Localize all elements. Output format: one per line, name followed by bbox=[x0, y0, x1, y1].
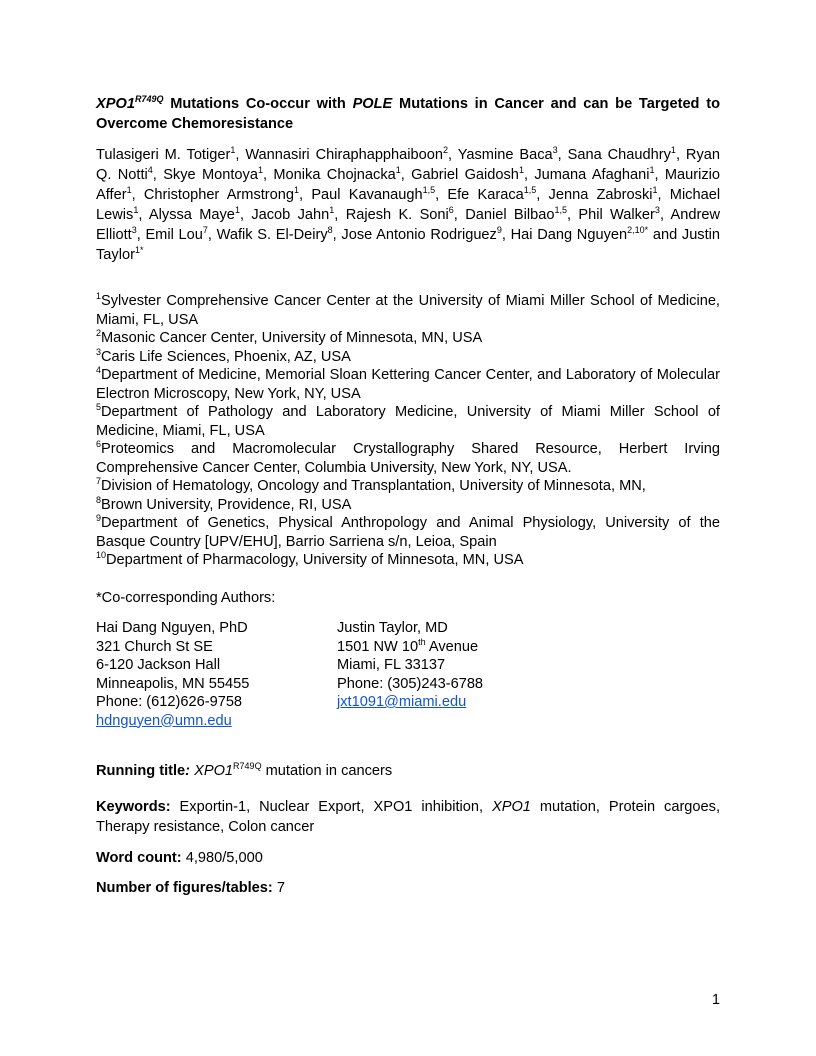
author-affiliation: 1 bbox=[329, 205, 335, 216]
author-name: Efe Karaca bbox=[447, 187, 524, 203]
contact-city: Miami, FL 33137 bbox=[337, 657, 446, 673]
affiliation-number: 2 bbox=[96, 328, 102, 339]
author-name: Paul Kavanaugh bbox=[311, 187, 423, 203]
keywords: Keywords: Exportin-1, Nuclear Export, XPO1 inhibition, XPO1 mutation, Protein cargoes, Therapy resistance, Colon cancer bbox=[96, 799, 721, 835]
author-affiliation: 1 bbox=[649, 165, 655, 176]
affiliation-text: Proteomics and Macromolecular Crystallography Shared Resource, Herbert Irving Comprehensive Cancer Center, Columbia University, New York, NY, USA. bbox=[96, 441, 720, 476]
affiliation-number: 3 bbox=[96, 346, 102, 357]
affiliation-number: 6 bbox=[96, 439, 102, 450]
author-affiliation: 1,5 bbox=[523, 185, 537, 196]
author-affiliation: 4 bbox=[147, 165, 153, 176]
author-name: Monika Chojnacka bbox=[273, 167, 396, 183]
contact-address-1: 321 Church St SE bbox=[96, 638, 213, 655]
affiliation-item bbox=[96, 366, 720, 403]
contact-name: Hai Dang Nguyen, PhD bbox=[96, 620, 248, 636]
author-name: Sana Chaudhry bbox=[567, 147, 671, 163]
contact-phone: Phone: (305)243-6788 bbox=[337, 675, 484, 692]
author-affiliation: 1 bbox=[257, 165, 263, 176]
author-name: Christopher Armstrong bbox=[143, 187, 295, 203]
author-affiliation: 1 bbox=[234, 205, 240, 216]
author-name: Wafik S. El-Deiry bbox=[216, 227, 328, 243]
affiliation-text: Sylvester Comprehensive Cancer Center at the University of Miami Miller School of Medicine, Miami, FL, USA bbox=[96, 293, 720, 328]
affiliation-item bbox=[96, 440, 720, 477]
affiliation-item bbox=[96, 292, 720, 329]
author-affiliation: 1 bbox=[294, 185, 300, 196]
affiliation-item bbox=[96, 329, 720, 348]
affiliation-text: Division of Hematology, Oncology and Transplantation, University of Minnesota, MN, bbox=[101, 478, 646, 494]
title-part1: Mutations Co-occur with bbox=[163, 96, 353, 112]
affiliation-text: Department of Genetics, Physical Anthropology and Animal Physiology, University of the Basque Country [UPV/EHU], Barrio Sarriena s/n, Leioa, Spain bbox=[96, 515, 720, 550]
contact-name: Justin Taylor, MD bbox=[337, 620, 448, 636]
affiliation-item bbox=[96, 403, 720, 440]
affiliation-number: 9 bbox=[96, 513, 102, 524]
author-affiliation: 1 bbox=[652, 185, 658, 196]
author-affiliation: 7 bbox=[202, 225, 208, 236]
affiliation-text: Masonic Cancer Center, University of Minnesota, MN, USA bbox=[101, 330, 483, 346]
paper-title bbox=[96, 94, 720, 134]
word-count: Word count: 4,980/5,000 bbox=[96, 850, 263, 866]
author-affiliation: 1 bbox=[126, 185, 132, 196]
author-name: Jose Antonio Rodriguez bbox=[341, 227, 497, 243]
author-name: Rajesh K. Soni bbox=[345, 207, 449, 223]
running-title: Running title: $XPO1^{R749Q}$ mutation in cancers bbox=[96, 761, 393, 779]
author-affiliation: 2 bbox=[443, 145, 449, 156]
title-mutation: R749Q bbox=[134, 94, 164, 105]
affiliation-item bbox=[96, 514, 720, 551]
title-part2: Mutations in Cancer and can be Targeted to Overcome Chemoresistance bbox=[96, 96, 720, 132]
author-affiliation: 8 bbox=[327, 225, 333, 236]
author-name: Skye Montoya bbox=[163, 167, 258, 183]
affiliation-number: 7 bbox=[96, 476, 102, 487]
contact-address-2: 6-120 Jackson Hall bbox=[96, 657, 221, 673]
author-name: Jumana Afaghani bbox=[534, 167, 650, 183]
affiliation-number: 10 bbox=[96, 550, 107, 561]
figure-count: Number of figures/tables: 7 bbox=[96, 880, 285, 896]
contact-city: Minneapolis, MN 55455 bbox=[96, 675, 250, 692]
author-affiliation: 2,10* bbox=[627, 225, 649, 236]
affiliation-number: 8 bbox=[96, 494, 102, 505]
contact-taylor bbox=[337, 619, 483, 712]
author-name: Hai Dang Nguyen bbox=[510, 227, 628, 243]
author-name: Jacob Jahn bbox=[251, 207, 330, 223]
contact-nguyen bbox=[96, 619, 249, 730]
contact-phone: Phone: (612)626-9758 bbox=[96, 694, 243, 710]
author-affiliation: 1,5 bbox=[422, 185, 436, 196]
author-name: Maurizio Affer bbox=[96, 167, 721, 203]
affiliation-number: 1 bbox=[96, 291, 102, 302]
author-name: Michael Lewis bbox=[96, 187, 721, 223]
email-link-nguyen[interactable]: hdnguyen@umn.edu bbox=[96, 712, 232, 729]
affiliation-number: 5 bbox=[96, 402, 102, 413]
author-affiliation: 3 bbox=[131, 225, 137, 236]
affiliation-text: Department of Pharmacology, University of Minnesota, MN, USA bbox=[106, 552, 524, 568]
author-affiliation: 1 bbox=[395, 165, 401, 176]
affiliation-item bbox=[96, 477, 720, 496]
author-affiliation: 3 bbox=[552, 145, 558, 156]
author-name: Yasmine Baca bbox=[457, 147, 553, 163]
author-name: Gabriel Gaidosh bbox=[411, 167, 519, 183]
author-name: Emil Lou bbox=[145, 227, 203, 243]
author-name: Daniel Bilbao bbox=[465, 207, 555, 223]
author-name: Andrew Elliott bbox=[96, 207, 721, 243]
corresponding-heading: *Co-corresponding Authors: bbox=[96, 590, 276, 606]
affiliation-text: Caris Life Sciences, Phoenix, AZ, USA bbox=[101, 348, 351, 365]
author-affiliation: 9 bbox=[496, 225, 502, 236]
contact-address-1: 1501 NW 10th Avenue bbox=[337, 636, 479, 655]
author-affiliation: 1 bbox=[518, 165, 524, 176]
affiliation-number: 4 bbox=[96, 365, 102, 376]
author-list: Tulasigeri M. Totiger$^1$, Wannasiri Chiraphapphaiboon$^2$, Yasmine Baca$^3$, Sana Chaudhry$^1$, Ryan Q. Notti$^4$, Skye Montoya$^1$, Monika Chojnacka$^1$, Gabriel Gaidosh$^1$, Jumana Afaghani$^1$, Maurizio Affer$^1$, Christopher Armstrong$^1$, Paul Kavanaugh$^{1,5}$, Efe Karaca$^{1,5}$, Jenna Zabroski$^1$, Michael Lewis$^1$, Alyssa Maye$^1$, Jacob Jahn$^1$, Rajesh K. Soni$^6$, Daniel Bilbao$^{1,5}$, Phil Walker$^3$, Andrew Elliott$^3$, Emil Lou$^7$, Wafik S. El-Deiry$^8$, Jose Antonio Rodriguez$^9$, Hai Dang Nguyen$^{2,10*}$ and Justin Taylor$^{1*}$ bbox=[96, 145, 721, 263]
author-affiliation: 1 bbox=[230, 145, 236, 156]
affiliation-item bbox=[96, 348, 720, 367]
author-name: Wannasiri Chiraphapphaiboon bbox=[245, 147, 443, 163]
page-number: 1 bbox=[711, 992, 720, 1008]
author-name: Tulasigeri M. Totiger bbox=[96, 147, 231, 163]
author-name: Phil Walker bbox=[578, 207, 655, 223]
affiliation-item bbox=[96, 551, 720, 570]
author-affiliation: 1* bbox=[134, 245, 144, 256]
author-affiliation: 1 bbox=[133, 205, 139, 216]
title-pole: POLE bbox=[352, 96, 393, 112]
email-link-taylor[interactable]: jxt1091@miami.edu bbox=[337, 694, 467, 710]
author-name: Ryan Q. Notti bbox=[96, 147, 720, 183]
author-affiliation: 1 bbox=[670, 145, 676, 156]
author-name: Alyssa Maye bbox=[148, 207, 235, 223]
affiliation-item bbox=[96, 496, 720, 515]
affiliation-text: Brown University, Providence, RI, USA bbox=[101, 496, 352, 513]
author-affiliation: 3 bbox=[654, 205, 660, 216]
author-affiliation: 1,5 bbox=[554, 205, 567, 216]
author-affiliation: 6 bbox=[448, 205, 454, 216]
author-name: Jenna Zabroski bbox=[548, 187, 653, 203]
author-name: Justin Taylor bbox=[96, 227, 721, 263]
affiliation-text: Department of Medicine, Memorial Sloan Kettering Cancer Center, and Laboratory of Molecular Electron Microscopy, New York, NY, USA bbox=[96, 367, 720, 402]
title-gene: XPO1 bbox=[96, 96, 135, 112]
affiliation-text: Department of Pathology and Laboratory Medicine, University of Miami Miller School of Medicine, Miami, FL, USA bbox=[96, 404, 720, 439]
affiliation-list bbox=[96, 292, 720, 570]
